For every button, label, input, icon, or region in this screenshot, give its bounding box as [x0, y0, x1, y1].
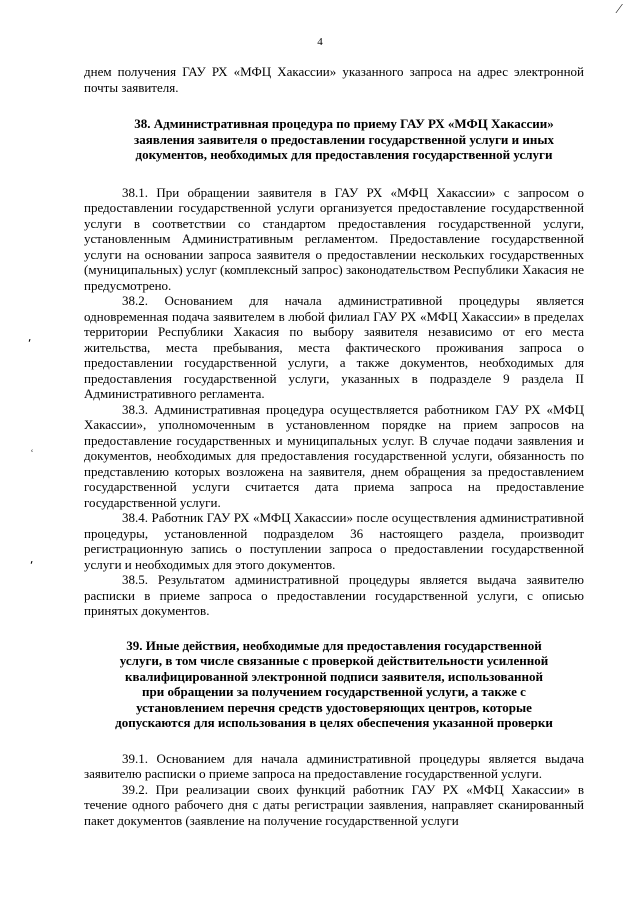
- section-39-heading-line: услуги, в том числе связанные с проверкой действительности усиленной: [119, 653, 549, 668]
- paragraph-38-3: 38.3. Административная процедура осуществляется работником ГАУ РХ «МФЦ Хакассии», уполномоченным в установленном порядке на прием запросов на предоставление государственных и муниципальных услуг. В случае подачи заявления и документов, необходимых для предоставления государственной услуги, обязанность по представлению которых возложена на заявителя, днем обращения за предоставлением государственной услуги считается дата приема запроса на предоставление государственной услуги.: [84, 401, 584, 510]
- section-38-heading: 38. Административная процедура по приему ГАУ РХ «МФЦ Хакассии» заявления заявителя о предоставлении государственной услуги и иных документов, необходимых для предоставления государственной услуги: [133, 116, 555, 162]
- margin-mark-3: ʹ: [30, 558, 34, 572]
- corner-pen-mark: ⁄: [618, 2, 621, 17]
- section-39-heading-line: квалифицированной электронной подписи заявителя, использованной: [125, 668, 543, 684]
- section-39-heading: [84, 638, 584, 731]
- margin-mark-2: ʿ: [30, 447, 34, 461]
- section-39-heading-line: при обращении за получением государственной услуги, а также с: [142, 684, 526, 699]
- paragraph-38-1: 38.1. При обращении заявителя в ГАУ РХ «МФЦ Хакассии» с запросом о предоставлении государственной услуги организуется предоставление государственной услуги в соответствии со стандартом предоставления государственной услуги, установленным Административным регламентом. Предоставление государственной услуги на основании запроса заявителя о предоставлении нескольких государственных (муниципальных) услуг (комплексный запрос) законодательством Республики Хакасия не предусмотрено.: [84, 184, 584, 293]
- intro-paragraph: днем получения ГАУ РХ «МФЦ Хакассии» указанного запроса на адрес электронной почты заявителя.: [84, 64, 584, 95]
- paragraph-38-5: 38.5. Результатом административной процедуры является выдача заявителю расписки в приеме запроса о предоставлении государственной услуги, с описью принятых документов.: [84, 572, 584, 618]
- paragraph-39-1: 39.1. Основанием для начала административной процедуры является выдача заявителю расписки о приеме запроса на предоставление государственной услуги.: [84, 750, 584, 781]
- section-39-heading-line: 39. Иные действия, необходимые для предоставления государственной: [126, 637, 542, 653]
- page-number: 4: [317, 36, 323, 48]
- section-39-heading-line: допускаются для использования в целях обеспечения указанной проверки: [115, 715, 553, 730]
- margin-mark-1: ʹ: [28, 336, 32, 350]
- section-39-heading-line: установлением перечня средств удостоверяющих центров, которые: [136, 699, 532, 715]
- document-body: [84, 64, 584, 828]
- paragraph-38-4: 38.4. Работник ГАУ РХ «МФЦ Хакассии» после осуществления административной процедуры, установленной подразделом 36 настоящего раздела, производит регистрационную запись о поступлении запроса о предоставлении государственной услуги и необходимых для этого документов.: [84, 510, 584, 572]
- paragraph-38-2: 38.2. Основанием для начала административной процедуры является одновременная подача заявителем в любой филиал ГАУ РХ «МФЦ Хакассии» в пределах территории Республики Хакасия по выбору заявителя независимо от его места жительства, места пребывания, места фактического проживания запроса о предоставлении государственной услуги, а также документов, необходимых для предоставления государственной услуги, указанных в подразделе 9 раздела II Административного регламента.: [84, 293, 584, 401]
- paragraph-39-2: 39.2. При реализации своих функций работник ГАУ РХ «МФЦ Хакассии» в течение одного рабочего дня с даты регистрации заявления, направляет сканированный пакет документов (заявление на получение государственной услуги: [84, 781, 584, 828]
